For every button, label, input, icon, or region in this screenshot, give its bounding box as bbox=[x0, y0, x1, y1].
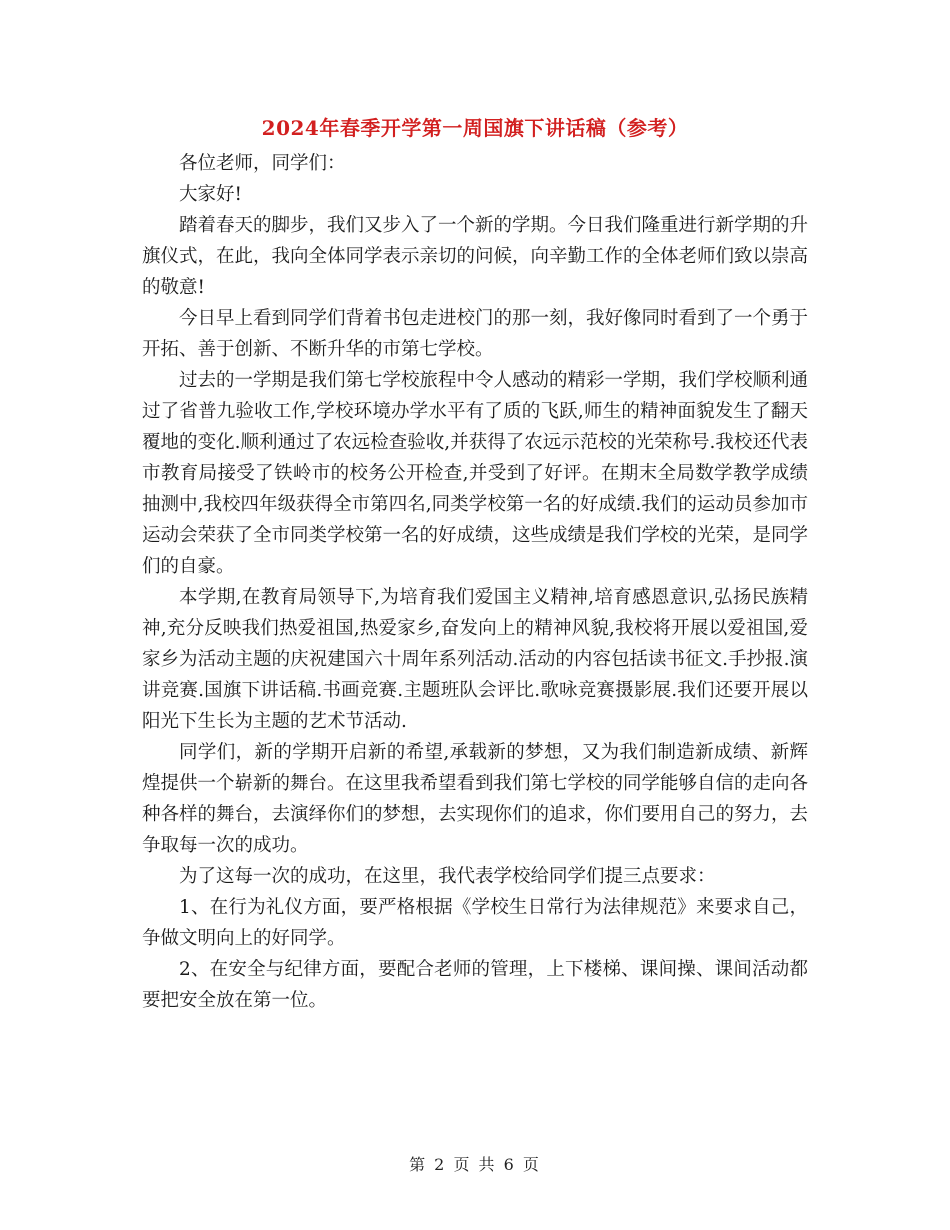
body-paragraph: 踏着春天的脚步，我们又步入了一个新的学期。今日我们隆重进行新学期的升旗仪式，在此，我向全体同学表示亲切的问候，向辛勤工作的全体老师们致以崇高的敬意! bbox=[142, 215, 809, 298]
salutation: 各位老师，同学们： bbox=[179, 153, 346, 174]
document-body bbox=[142, 148, 808, 1016]
document-title: 2024年春季开学第一周国旗下讲话稿（参考） bbox=[261, 116, 689, 140]
body-paragraph: 今日早上看到同学们背着书包走进校门的那一刻，我好像同时看到了一个勇于开拓、善于创新、不断升华的市第七学校。 bbox=[142, 308, 809, 360]
body-paragraph: 本学期,在教育局领导下,为培育我们爱国主义精神,培育感恩意识,弘扬民族精神,充分反映我们热爱祖国,热爱家乡,奋发向上的精神风貌,我校将开展以爱祖国,爱家乡为活动主题的庆祝建国六十周年系列活动.活动的内容包括读书征文.手抄报.演讲竞赛.国旗下讲话稿.书画竞赛.主题班队会评比.歌咏竞赛摄影展.我们还要开展以阳光下生长为主题的艺术节活动. bbox=[142, 587, 808, 732]
body-paragraph: 为了这每一次的成功，在这里，我代表学校给同学们提三点要求： bbox=[179, 866, 716, 887]
page-footer: 第 2 页 共 6 页 bbox=[409, 1155, 541, 1174]
body-paragraph: 过去的一学期是我们第七学校旅程中令人感动的精彩一学期，我们学校顺利通过了省普九验收工作,学校环境办学水平有了质的飞跃,师生的精神面貌发生了翻天覆地的变化.顺利通过了农远检查验收,并获得了农远示范校的光荣称号.我校还代表市教育局接受了铁岭市的校务公开检查,并受到了好评。在期末全局数学教学成绩抽测中,我校四年级获得全市第四名,同类学校第一名的好成绩.我们的运动员参加市运动会荣获了全市同类学校第一名的好成绩，这些成绩是我们学校的光荣，是同学们的自豪。 bbox=[142, 370, 809, 577]
requirement-item: 1、在行为礼仪方面，要严格根据《学校生日常行为法律规范》来要求自己，争做文明向上的好同学。 bbox=[142, 897, 808, 949]
requirement-item: 2、在安全与纪律方面，要配合老师的管理，上下楼梯、课间操、课间活动都要把安全放在第一位。 bbox=[142, 959, 808, 1011]
greeting: 大家好! bbox=[179, 184, 242, 205]
body-paragraph: 同学们，新的学期开启新的希望,承载新的梦想，又为我们制造新成绩、新辉煌提供一个崭新的舞台。在这里我希望看到我们第七学校的同学能够自信的走向各种各样的舞台，去演绎你们的梦想，去实现你们的追求，你们要用自己的努力，去争取每一次的成功。 bbox=[142, 742, 809, 856]
